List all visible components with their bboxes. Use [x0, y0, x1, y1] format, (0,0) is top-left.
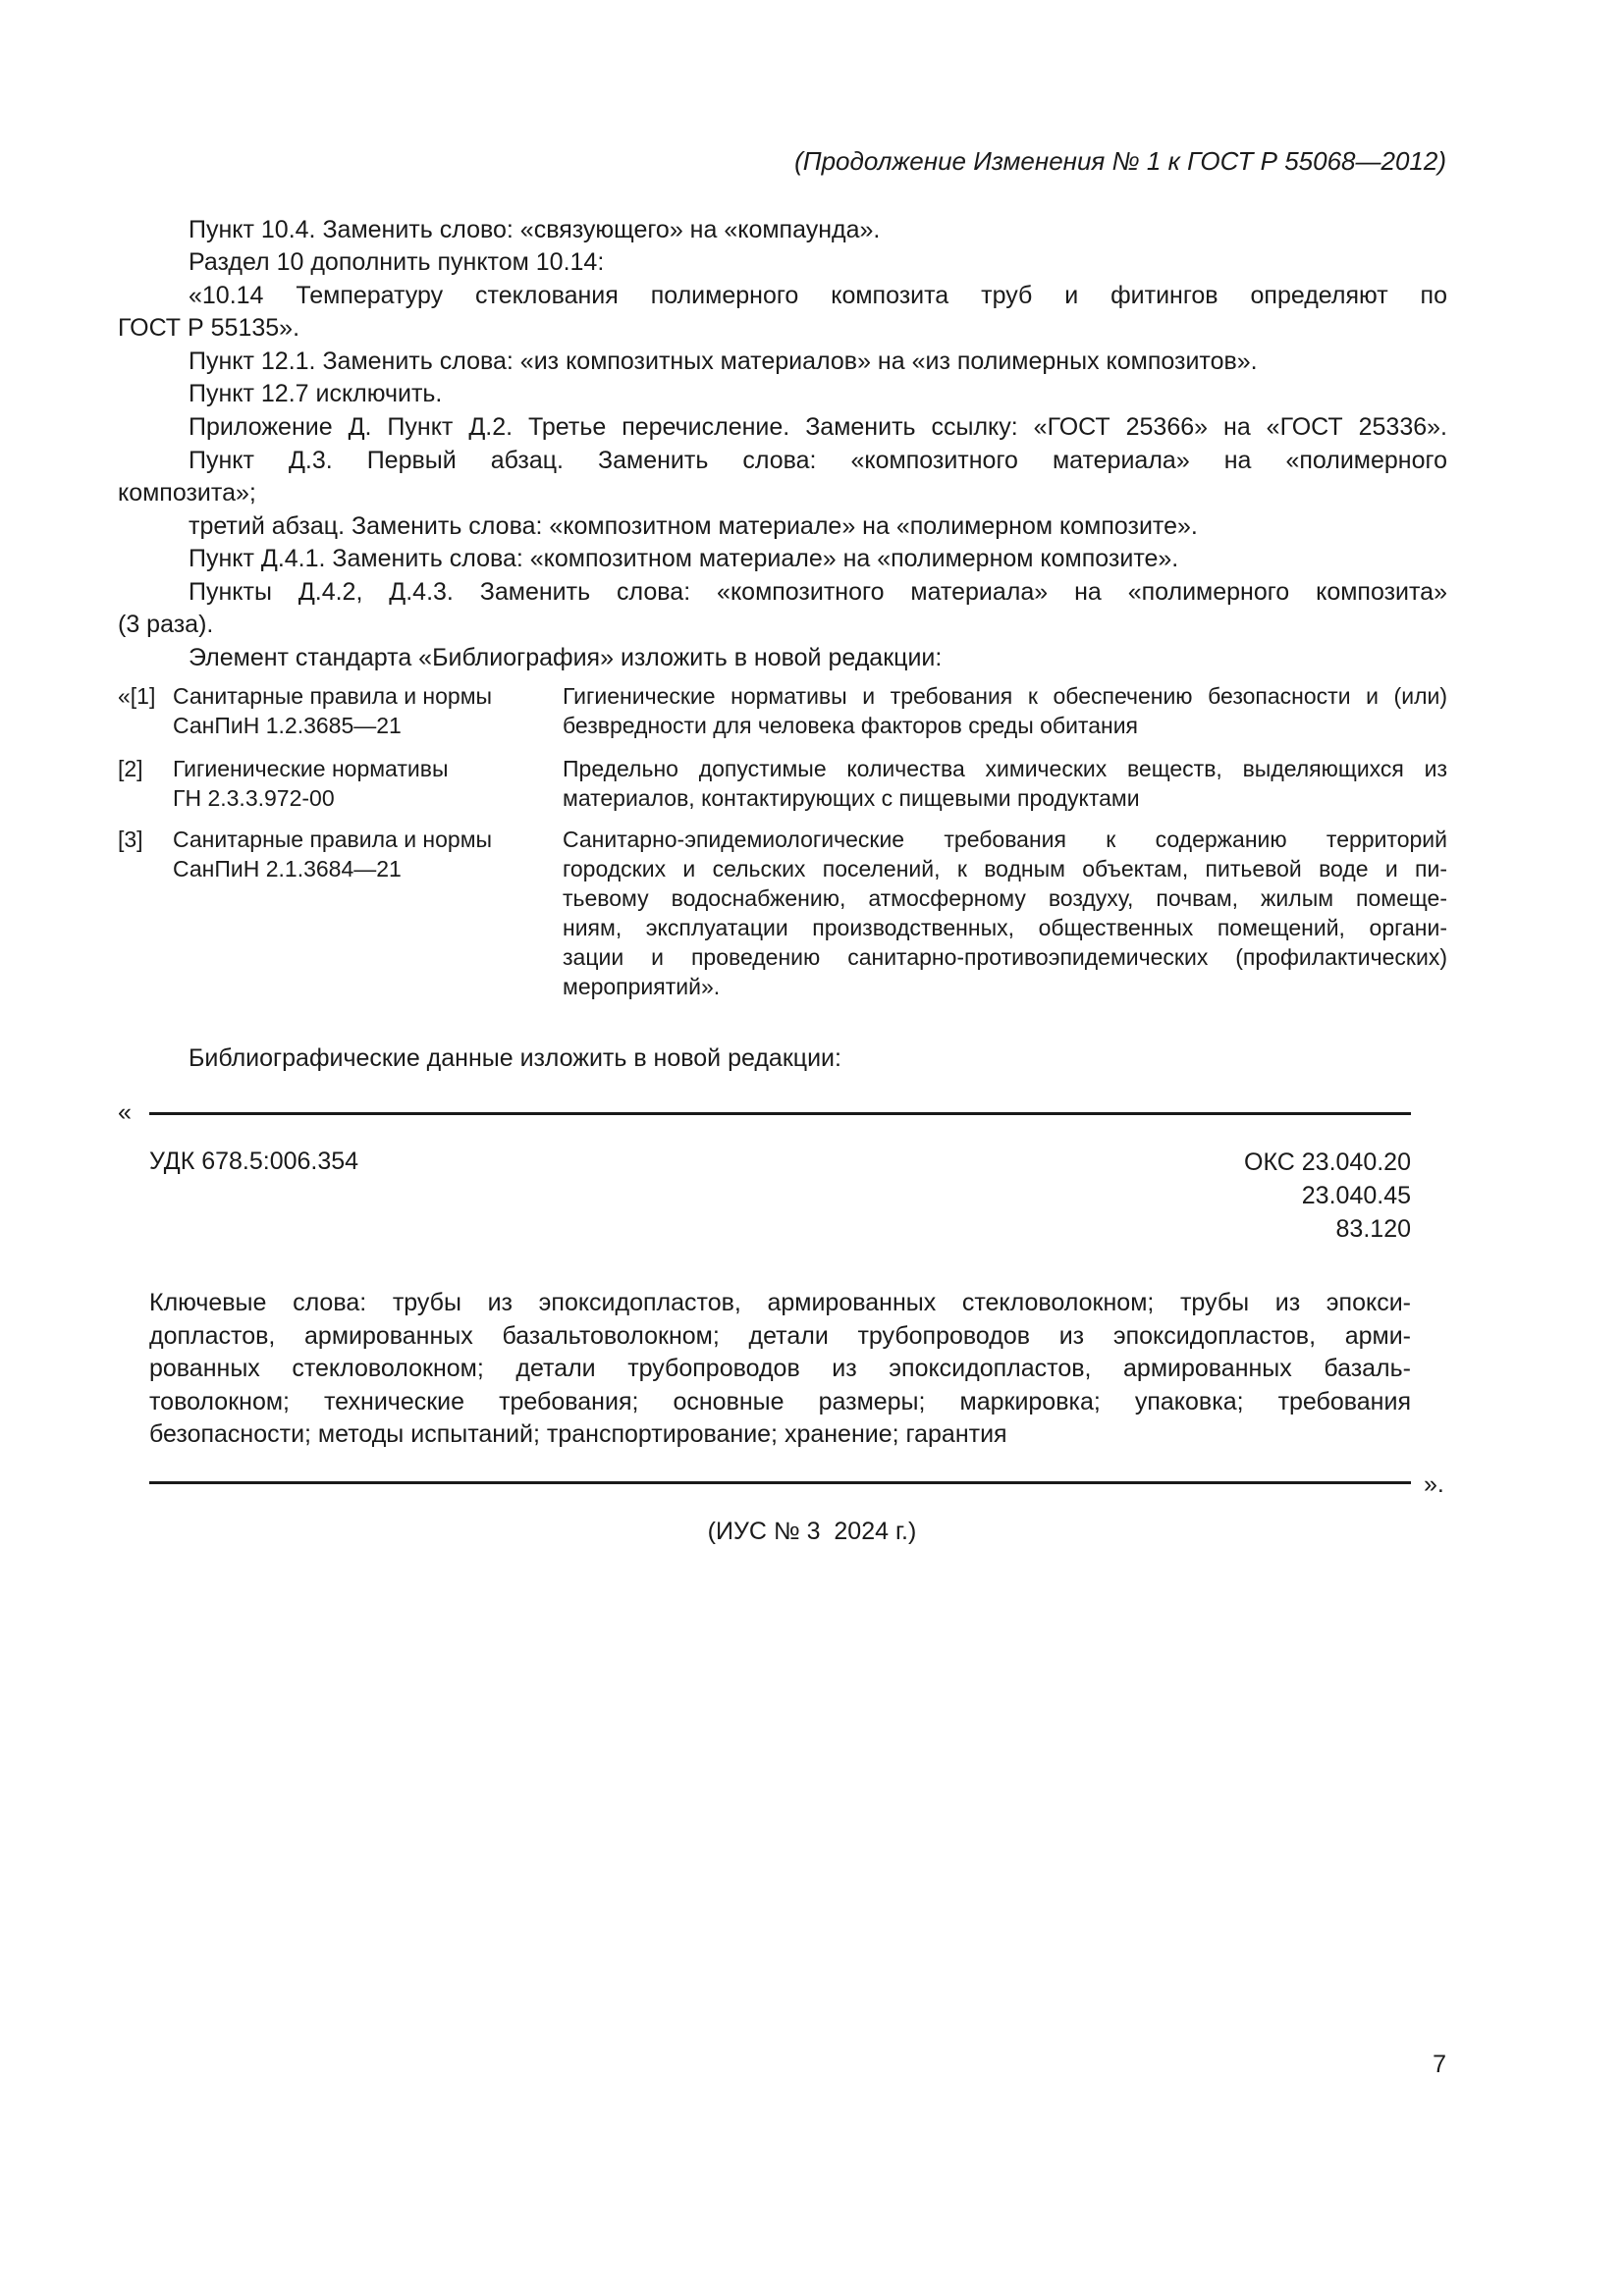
bib-desc-line: материалов, контактирующих с пищевыми продуктами: [563, 785, 1140, 811]
bib-desc-line: Гигиенические нормативы и требования к обеспечению безопасности и (или): [563, 683, 1447, 709]
paragraph: Пункт Д.3. Первый абзац. Заменить слова: «композитного материала» на «полимерного: [189, 447, 1447, 474]
open-quote: «: [118, 1098, 132, 1126]
bib-doc-code: СанПиН 2.1.3684—21: [173, 856, 402, 881]
paragraph: (3 раза).: [118, 611, 214, 638]
keywords-line: рованных стекловолокном; детали трубопроводов из эпоксидопластов, армированных базаль-: [149, 1355, 1411, 1382]
paragraph: Пункт 10.4. Заменить слово: «связующего» на «компаунда».: [189, 216, 881, 243]
bib-desc-line: мероприятий».: [563, 974, 721, 999]
paragraph: Библиографические данные изложить в новой редакции:: [189, 1044, 841, 1072]
bib-doc-code: СанПиН 1.2.3685—21: [173, 713, 402, 738]
bib-number: «[1]: [118, 683, 156, 709]
bib-doc-code: ГН 2.3.3.972-00: [173, 785, 335, 811]
running-header: (Продолжение Изменения № 1 к ГОСТ Р 55068—2012): [794, 146, 1446, 176]
oks-line: 23.040.45: [1301, 1182, 1411, 1209]
keywords-line: Ключевые слова: трубы из эпоксидопластов, армированных стекловолокном; трубы из эпокси-: [149, 1289, 1411, 1316]
udk-code: УДК 678.5:006.354: [149, 1148, 359, 1175]
close-quote: ».: [1424, 1470, 1444, 1498]
bib-doc-title: Санитарные правила и нормы: [173, 683, 493, 709]
paragraph: третий абзац. Заменить слова: «композитном материале» на «полимерном композите».: [189, 512, 1198, 540]
keywords-line: товолокном; технические требования; основные размеры; маркировка; упаковка; требования: [149, 1388, 1411, 1415]
paragraph: Пункты Д.4.2, Д.4.3. Заменить слова: «композитного материала» на «полимерного композита»: [189, 578, 1447, 606]
bib-number: [2]: [118, 756, 143, 781]
bib-doc-title: Гигиенические нормативы: [173, 756, 449, 781]
paragraph: «10.14 Температуру стеклования полимерного композита труб и фитингов определяют по: [189, 282, 1447, 309]
oks-line: ОКС 23.040.20: [1244, 1148, 1411, 1176]
bib-desc-line: городских и сельских поселений, к водным объектам, питьевой воде и пи-: [563, 856, 1447, 881]
keywords-line: безопасности; методы испытаний; транспортирование; хранение; гарантия: [149, 1420, 1007, 1448]
ius-note: (ИУС № 3 2024 г.): [707, 1518, 917, 1545]
oks-line: 83.120: [1335, 1215, 1411, 1243]
bib-desc-line: зации и проведению санитарно-противоэпидемических (профилактических): [563, 944, 1447, 970]
paragraph: Приложение Д. Пункт Д.2. Третье перечисление. Заменить ссылку: «ГОСТ 25366» на «ГОСТ 25336».: [189, 413, 1447, 441]
page-number: 7: [1433, 2051, 1446, 2078]
bib-desc-line: безвредности для человека факторов среды обитания: [563, 713, 1138, 738]
paragraph: ГОСТ Р 55135».: [118, 314, 300, 342]
top-rule: [149, 1112, 1411, 1115]
bib-desc-line: ниям, эксплуатации производственных, общественных помещений, органи-: [563, 915, 1447, 940]
keywords-line: допластов, армированных базальтоволокном; детали трубопроводов из эпоксидопластов, арми-: [149, 1322, 1411, 1350]
bib-number: [3]: [118, 827, 143, 852]
bib-desc-line: Предельно допустимые количества химических веществ, выделяющихся из: [563, 756, 1447, 781]
paragraph: Элемент стандарта «Библиография» изложить в новой редакции:: [189, 644, 943, 671]
bib-desc-line: тьевому водоснабжению, атмосферному воздуху, почвам, жилым помеще-: [563, 885, 1447, 911]
paragraph: Раздел 10 дополнить пунктом 10.14:: [189, 248, 605, 276]
bottom-rule: [149, 1481, 1411, 1484]
paragraph: Пункт Д.4.1. Заменить слова: «композитном материале» на «полимерном композите».: [189, 545, 1179, 572]
paragraph: Пункт 12.7 исключить.: [189, 380, 443, 407]
paragraph: композита»;: [118, 479, 256, 507]
paragraph: Пункт 12.1. Заменить слова: «из композитных материалов» на «из полимерных композитов».: [189, 347, 1258, 375]
bib-desc-line: Санитарно-эпидемиологические требования к содержанию территорий: [563, 827, 1447, 852]
bib-doc-title: Санитарные правила и нормы: [173, 827, 493, 852]
oks-codes: [1244, 1146, 1411, 1246]
